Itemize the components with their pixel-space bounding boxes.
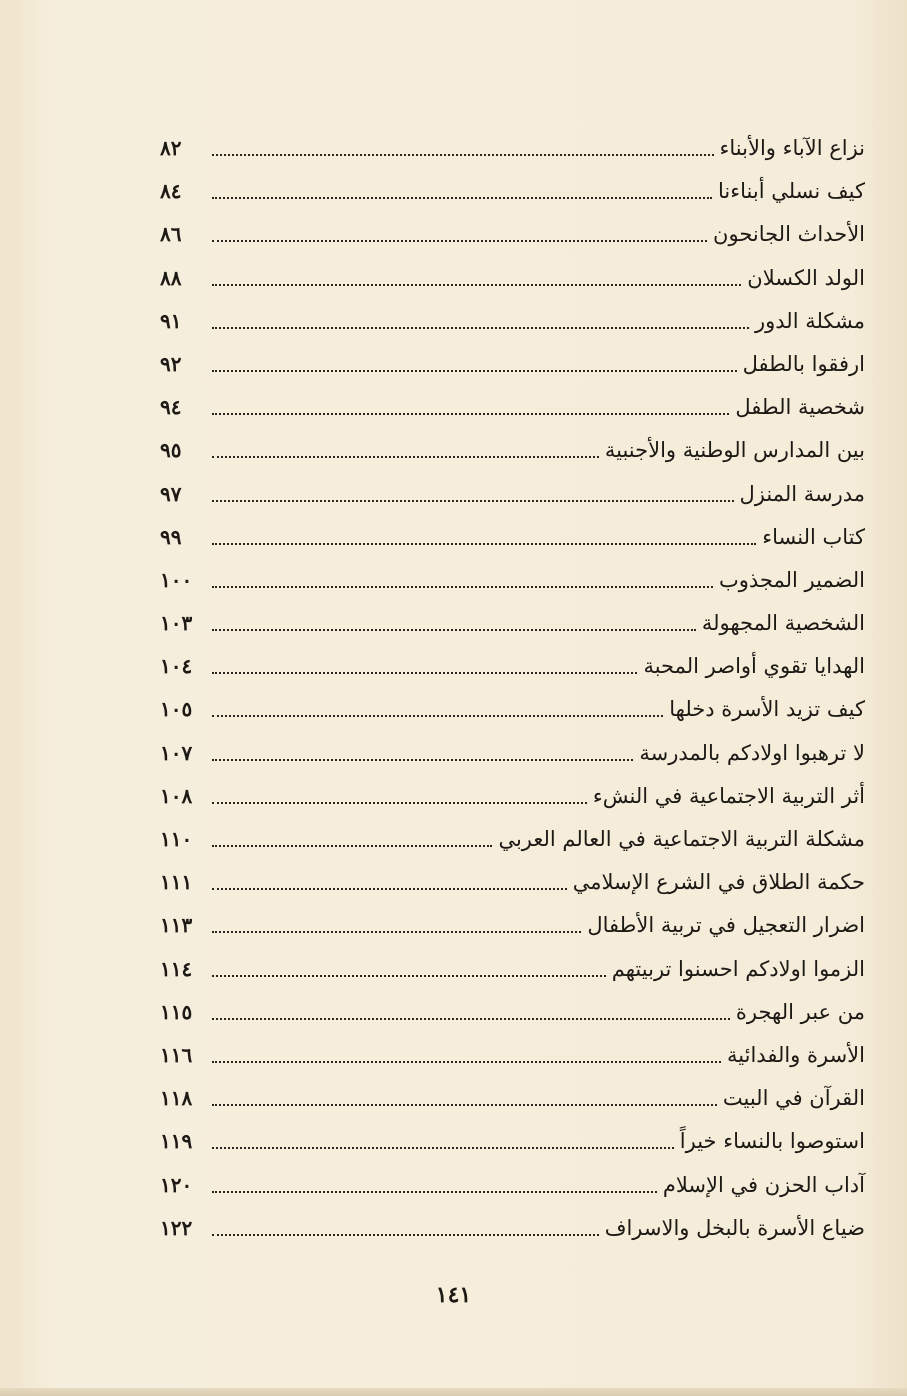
dot-leader [212,1018,730,1020]
toc-entry-title: استوصوا بالنساء خيراً [679,1129,865,1154]
toc-entry [160,517,865,557]
toc-entry-title: كتاب النساء [762,524,865,549]
toc-entry [160,992,865,1032]
toc-entry [160,1121,865,1161]
toc-entry [160,171,865,211]
toc-entry-page-number: ١١١ [160,870,193,895]
toc-entry [160,733,865,773]
toc-entry [160,128,865,168]
toc-entry-page-number: ١٠٨ [160,783,193,808]
toc-entry [160,474,865,514]
toc-entry-title: آداب الحزن في الإسلام [662,1172,865,1197]
toc-entry [160,387,865,427]
toc-entry-page-number: ١٠٥ [160,697,193,722]
dot-leader [212,672,637,674]
toc-entry-page-number: ١٢٠ [160,1172,193,1197]
toc-entry-title: من عبر الهجرة [735,999,865,1024]
toc-entry-page-number: ١٠٤ [160,654,193,679]
toc-entry [160,301,865,341]
toc-entry-title: الشخصية المجهولة [701,611,865,636]
toc-entry [160,603,865,643]
toc-entry-page-number: ١٠٧ [160,740,193,765]
toc-entry-page-number: ١١٥ [160,999,193,1024]
dot-leader [212,197,712,199]
toc-entry-title: بين المدارس الوطنية والأجنبية [604,438,865,463]
toc-entry [160,258,865,298]
toc-entry-page-number: ٩٢ [160,351,182,376]
toc-entry-page-number: ١١٦ [160,1042,193,1067]
toc-entry-page-number: ١٢٢ [160,1215,193,1240]
dot-leader [212,759,633,761]
dot-leader [212,802,587,804]
dot-leader [212,931,581,933]
dot-leader [212,1061,721,1063]
toc-entry-title: كيف نسلي أبناءنا [718,179,865,204]
toc-entry-title: الهدايا تقوي أواصر المحبة [643,654,865,679]
toc-entry-title: شخصية الطفل [735,395,865,420]
toc-entry-title: مشكلة الدور [754,308,865,333]
toc-entry-title: الولد الكسلان [747,265,865,290]
toc-entry-title: اضرار التعجيل في تربية الأطفال [587,913,865,938]
toc-entry [160,646,865,686]
toc-entry [160,560,865,600]
dot-leader [212,888,567,890]
toc-entry-page-number: ٩٧ [160,481,182,506]
dot-leader [212,1104,717,1106]
toc-entry [160,1165,865,1205]
dot-leader [212,1234,599,1236]
toc-entry-title: أثر التربية الاجتماعية في النشء [592,783,865,808]
toc-entry [160,1035,865,1075]
toc-entry-title: نزاع الآباء والأبناء [719,136,865,160]
dot-leader [212,586,713,588]
toc-entry-title: مشكلة التربية الاجتماعية في العالم العربي [498,827,865,851]
toc-entry-page-number: ٨٦ [160,222,182,247]
toc-entry [160,819,865,859]
toc-entry-page-number: ١١٠ [160,827,193,851]
page-number: ١٤١ [435,1282,472,1308]
toc-entry [160,689,865,729]
dot-leader [212,240,707,242]
toc-entry-page-number: ٩٤ [160,395,182,420]
dot-leader [212,715,663,717]
toc-entry-title: الأسرة والفدائية [727,1042,865,1067]
toc-entry [160,862,865,902]
toc-entry-page-number: ١٠٣ [160,611,193,636]
dot-leader [212,284,741,286]
toc-entry-title: الزموا اولادكم احسنوا تربيتهم [611,956,865,981]
toc-entry-page-number: ٩١ [160,308,182,333]
table-of-contents [160,128,865,1248]
toc-entry [160,1078,865,1118]
dot-leader [212,543,756,545]
toc-entry-title: لا ترهبوا اولادكم بالمدرسة [639,740,865,765]
toc-entry-page-number: ١١٣ [160,913,193,938]
toc-entry [160,905,865,945]
toc-entry [160,214,865,254]
toc-entry-page-number: ٨٢ [160,136,182,160]
toc-entry-title: ارفقوا بالطفل [742,351,865,376]
dot-leader [212,629,696,631]
toc-entry [160,344,865,384]
toc-entry-title: الضمير المجذوب [718,567,865,592]
toc-entry [160,1208,865,1248]
toc-entry-title: حكمة الطلاق في الشرع الإسلامي [572,870,865,895]
dot-leader [212,154,714,156]
toc-entry-title: القرآن في البيت [722,1086,865,1111]
dot-leader [212,845,492,847]
toc-entry-title: الأحداث الجانحون [713,222,865,247]
toc-entry-page-number: ١٠٠ [160,567,193,592]
toc-entry [160,949,865,989]
dot-leader [212,413,729,415]
toc-entry-title: كيف تزيد الأسرة دخلها [669,697,865,722]
toc-entry-page-number: ٩٥ [160,438,182,463]
page-edge [0,1388,907,1396]
toc-entry-page-number: ٩٩ [160,524,182,549]
toc-entry-title: مدرسة المنزل [739,481,865,506]
dot-leader [212,1147,674,1149]
toc-entry-page-number: ١١٤ [160,956,193,981]
toc-entry-page-number: ٨٤ [160,179,182,204]
dot-leader [212,500,734,502]
dot-leader [212,975,606,977]
dot-leader [212,456,599,458]
dot-leader [212,1191,657,1193]
dot-leader [212,370,737,372]
dot-leader [212,327,749,329]
toc-entry-page-number: ٨٨ [160,265,182,290]
toc-entry-title: ضياع الأسرة بالبخل والاسراف [604,1215,865,1240]
toc-entry [160,776,865,816]
toc-entry-page-number: ١١٨ [160,1086,193,1111]
toc-entry [160,430,865,470]
toc-entry-page-number: ١١٩ [160,1129,193,1154]
